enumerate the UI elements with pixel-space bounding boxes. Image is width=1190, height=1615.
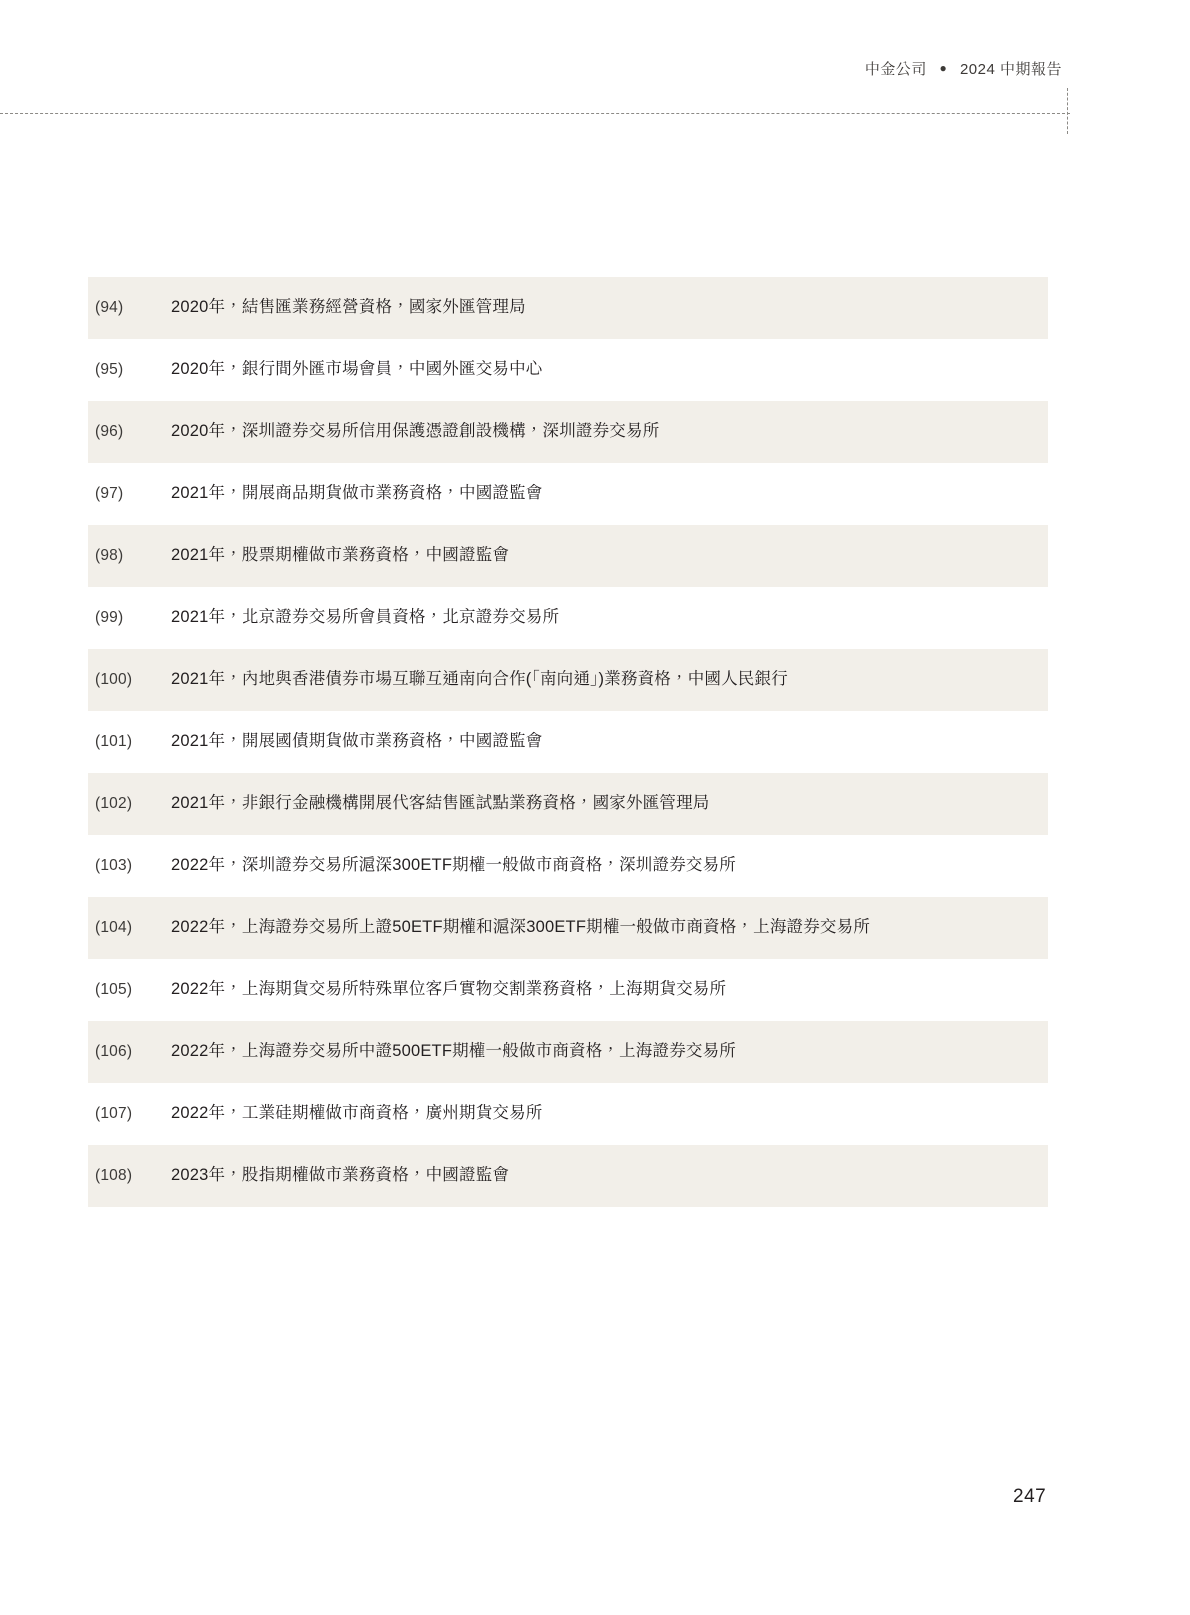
list-item-number: (104) <box>95 919 133 936</box>
list-item-text: 2020年，結售匯業務經營資格，國家外匯管理局 <box>171 298 526 317</box>
list-item-text: 2021年，股票期權做市業務資格，中國證監會 <box>171 546 510 565</box>
list-item-text: 2022年，工業硅期權做市商資格，廣州期貨交易所 <box>171 1104 543 1123</box>
list-item <box>88 773 1048 835</box>
list-item-number: (101) <box>95 733 133 750</box>
list-item-text: 2022年，上海證券交易所上證50ETF期權和滬深300ETF期權一般做市商資格，上海證券交易所 <box>171 918 871 937</box>
header-report-title: 2024 中期報告 <box>959 61 1062 78</box>
list-item-number: (107) <box>95 1105 133 1122</box>
list-item-text: 2022年，上海期貨交易所特殊單位客戶實物交割業務資格，上海期貨交易所 <box>171 980 727 999</box>
header-separator-icon: ● <box>939 61 948 75</box>
header-company: 中金公司 <box>864 61 927 78</box>
list-item <box>88 711 1048 773</box>
list-item <box>88 525 1048 587</box>
list-item-text: 2021年，北京證券交易所會員資格，北京證券交易所 <box>171 608 560 627</box>
list-item <box>88 1145 1048 1207</box>
list-item-number: (99) <box>95 609 124 626</box>
list-item <box>88 587 1048 649</box>
list-item <box>88 401 1048 463</box>
list-item <box>88 1021 1048 1083</box>
list-item-number: (94) <box>95 299 124 316</box>
header-divider-tick <box>1067 88 1068 134</box>
list-item <box>88 277 1048 339</box>
qualification-list <box>88 277 1048 1207</box>
list-item-number: (97) <box>95 485 124 502</box>
list-item-text: 2021年，開展國債期貨做市業務資格，中國證監會 <box>171 732 543 751</box>
list-item <box>88 959 1048 1021</box>
list-item <box>88 339 1048 401</box>
list-item-number: (100) <box>95 671 133 688</box>
list-item-number: (96) <box>95 423 124 440</box>
list-item-number: (95) <box>95 361 124 378</box>
list-item <box>88 1083 1048 1145</box>
list-item-text: 2021年，內地與香港債券市場互聯互通南向合作(「南向通」)業務資格，中國人民銀行 <box>171 670 788 689</box>
list-item <box>88 649 1048 711</box>
list-item-text: 2021年，非銀行金融機構開展代客結售匯試點業務資格，國家外匯管理局 <box>171 794 710 813</box>
list-item-number: (98) <box>95 547 124 564</box>
header-divider <box>0 113 1070 114</box>
list-item-number: (103) <box>95 857 133 874</box>
list-item-text: 2021年，開展商品期貨做市業務資格，中國證監會 <box>171 484 543 503</box>
list-item <box>88 897 1048 959</box>
list-item-number: (108) <box>95 1167 133 1184</box>
list-item-text: 2022年，深圳證券交易所滬深300ETF期權一般做市商資格，深圳證券交易所 <box>171 856 736 875</box>
list-item-text: 2020年，深圳證券交易所信用保護憑證創設機構，深圳證券交易所 <box>171 422 660 441</box>
list-item <box>88 835 1048 897</box>
list-item-number: (102) <box>95 795 133 812</box>
list-item-number: (106) <box>95 1043 133 1060</box>
page-number: 247 <box>1013 1486 1047 1507</box>
list-item-text: 2023年，股指期權做市業務資格，中國證監會 <box>171 1166 510 1185</box>
page-header <box>865 58 1062 79</box>
list-item-text: 2022年，上海證券交易所中證500ETF期權一般做市商資格，上海證券交易所 <box>171 1042 736 1061</box>
list-item <box>88 463 1048 525</box>
list-item-number: (105) <box>95 981 133 998</box>
list-item-text: 2020年，銀行間外匯市場會員，中國外匯交易中心 <box>171 360 543 379</box>
